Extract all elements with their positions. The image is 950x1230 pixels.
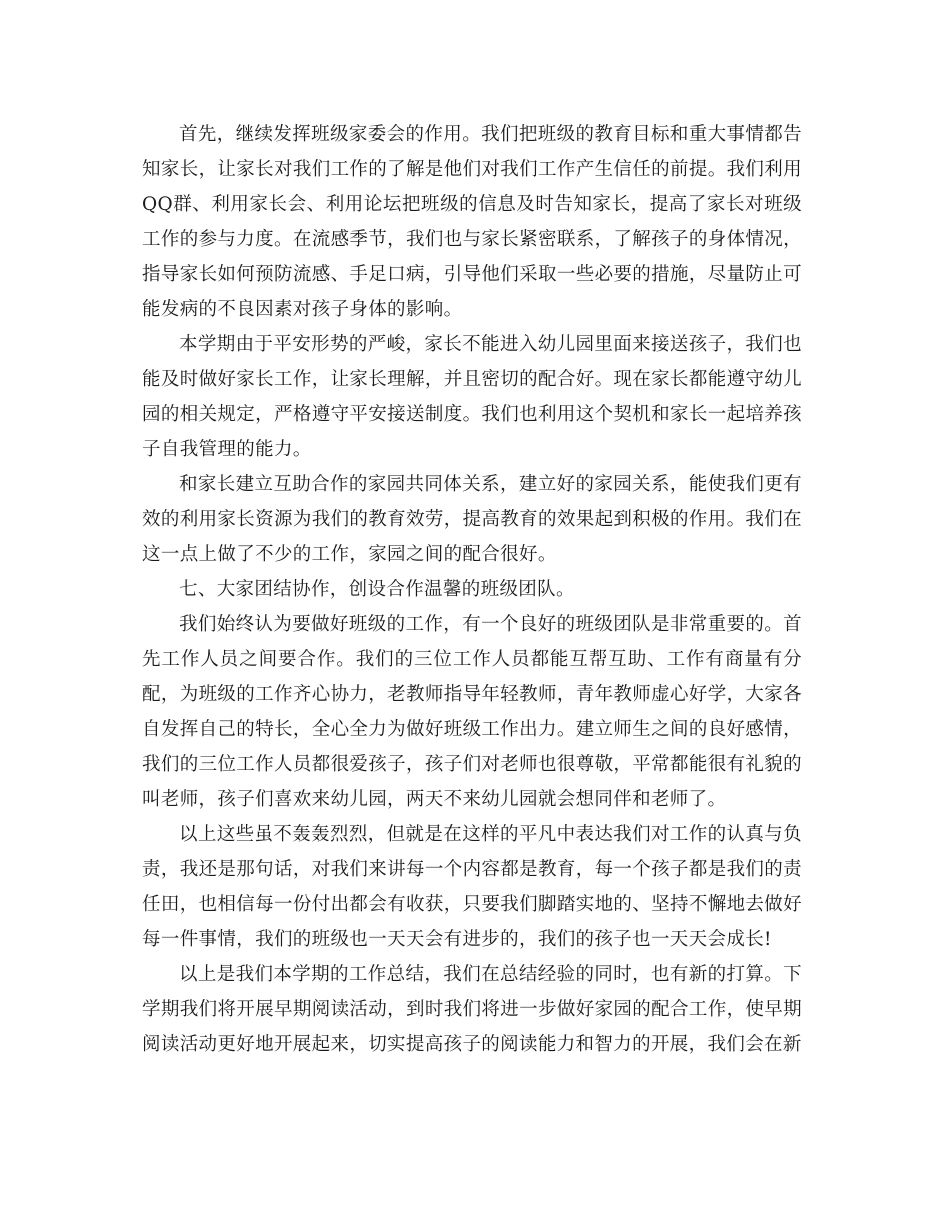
paragraph-class-team: 我们始终认为要做好班级的工作，有一个良好的班级团队是非常重要的。首先工作人员之间要合作。我们的三位工作人员都能互帮互助、工作有商量有分配，为班级的工作齐心协力，老教师指导年轻教师，青年教师虚心好学，大家各自发挥自己的特长，全心全力为做好班级工作出力。建立师生之间的良好感情，我们的三位工作人员都很爱孩子，孩子们对老师也很尊敬，平常都能很有礼貌的叫老师，孩子们喜欢来幼儿园，两天不来幼儿园就会想同伴和老师了。 xyxy=(142,614,802,810)
document-page xyxy=(142,117,802,1062)
paragraph-responsibility: 以上这些虽不轰轰烈烈，但就是在这样的平凡中表达我们对工作的认真与负责，我还是那句话，对我们来讲每一个内容都是教育，每一个孩子都是我们的责任田，也相信每一份付出都会有收获，只要我们脚踏实地的、坚持不懈地去做好每一件事情，我们的班级也一天天会有进步的，我们的孩子也一天天会成长! xyxy=(142,824,802,950)
paragraph-parent-committee: 首先，继续发挥班级家委会的作用。我们把班级的教育目标和重大事情都告知家长，让家长对我们工作的了解是他们对我们工作产生信任的前提。我们利用QQ群、利用家长会、利用论坛把班级的信息及时告知家长，提高了家长对班级工作的参与力度。在流感季节，我们也与家长紧密联系，了解孩子的身体情况，指导家长如何预防流感、手足口病，引导他们采取一些必要的措施，尽量防止可能发病的不良因素对孩子身体的影响。 xyxy=(142,124,802,320)
paragraph-home-school-relationship: 和家长建立互助合作的家园共同体关系，建立好的家园关系，能使我们更有效的利用家长资源为我们的教育效劳，提高教育的效果起到积极的作用。我们在这一点上做了不少的工作，家园之间的配合很好。 xyxy=(142,474,802,565)
paragraph-safety-pickup: 本学期由于平安形势的严峻，家长不能进入幼儿园里面来接送孩子，我们也能及时做好家长工作，让家长理解，并且密切的配合好。现在家长都能遵守幼儿园的相关规定，严格遵守平安接送制度。我们也利用这个契机和家长一起培养孩子自我管理的能力。 xyxy=(142,334,802,460)
section-heading-teamwork: 七、大家团结协作，创设合作温馨的班级团队。 xyxy=(179,579,575,600)
paragraph-summary-plans: 以上是我们本学期的工作总结，我们在总结经验的同时，也有新的打算。下学期我们将开展早期阅读活动，到时我们将进一步做好家园的配合工作，使早期阅读活动更好地开展起来，切实提高孩子的阅读能力和智力的开展，我们会在新 xyxy=(142,964,802,1055)
